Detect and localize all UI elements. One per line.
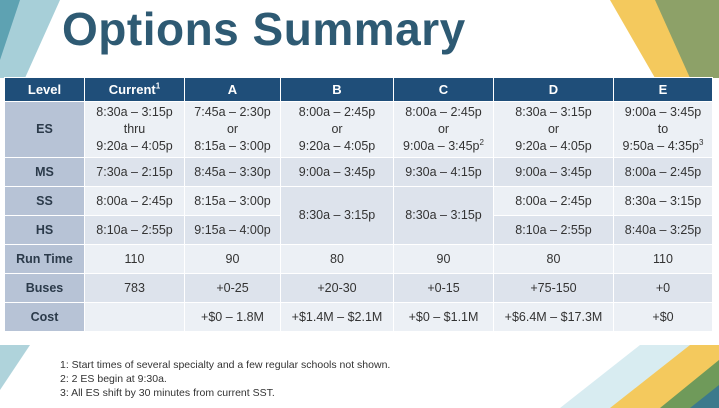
run-time-option-a: 90 [185, 245, 281, 274]
row-label-es: ES [5, 102, 85, 158]
footnote-2: 2: 2 ES begin at 9:30a. [60, 373, 167, 385]
footnote-3: 3: All ES shift by 30 minutes from current SST. [60, 387, 275, 399]
es-a-line2: or [226, 122, 239, 136]
header-level: Level [5, 78, 85, 102]
slide-title: Options Summary [62, 3, 466, 55]
ss-option-a: 8:15a – 3:00p [185, 187, 281, 216]
es-current-line1: 8:30a – 3:15p [96, 105, 173, 119]
deco-teal-shape-bottom-left [0, 345, 30, 390]
ss-option-e: 8:30a – 3:15p [614, 187, 713, 216]
hs-option-a: 9:15a – 4:00p [185, 216, 281, 245]
es-c-line2: or [437, 122, 450, 136]
row-label-cost: Cost [5, 303, 85, 332]
ss-current: 8:00a – 2:45p [85, 187, 185, 216]
es-e-line3-text: 9:50a – 4:35p [622, 139, 699, 153]
row-label-ss: SS [5, 187, 85, 216]
cost-option-e: +$0 [614, 303, 713, 332]
es-e-line1: 9:00a – 3:45p [624, 105, 702, 119]
header-current-label: Current [108, 82, 156, 97]
es-e-line3 [616, 138, 710, 155]
row-es [5, 102, 713, 158]
row-ms [5, 158, 713, 187]
header-option-b: B [281, 78, 394, 102]
es-d-line3: 9:20a – 4:05p [515, 139, 592, 153]
header-current-footnote-ref: 1 [155, 81, 161, 91]
es-current-line2: thru [123, 122, 146, 136]
ms-option-a: 8:45a – 3:30p [185, 158, 281, 187]
header-option-c: C [394, 78, 494, 102]
cost-option-d: +$6.4M – $17.3M [494, 303, 614, 332]
buses-option-a: +0-25 [185, 274, 281, 303]
es-d-line2: or [547, 122, 560, 136]
buses-option-c: +0-15 [394, 274, 494, 303]
ms-option-c: 9:30a – 4:15p [394, 158, 494, 187]
header-current [85, 78, 185, 102]
es-option-d [494, 102, 614, 158]
es-c-line3-text: 9:00a – 3:45p [403, 139, 480, 153]
es-c-footnote-ref: 2 [479, 137, 484, 147]
ms-option-d: 9:00a – 3:45p [494, 158, 614, 187]
hs-current: 8:10a – 2:55p [85, 216, 185, 245]
buses-option-e: +0 [614, 274, 713, 303]
footnotes [60, 358, 390, 400]
hs-option-e: 8:40a – 3:25p [614, 216, 713, 245]
footnote-1: 1: Start times of several specialty and a few regular schools not shown. [60, 359, 391, 371]
ms-current: 7:30a – 2:15p [85, 158, 185, 187]
es-b-line1: 8:00a – 2:45p [298, 105, 376, 119]
run-time-option-c: 90 [394, 245, 494, 274]
run-time-option-d: 80 [494, 245, 614, 274]
es-current-line3: 9:20a – 4:05p [96, 139, 173, 153]
es-option-e [614, 102, 713, 158]
row-run-time [5, 245, 713, 274]
es-option-c [394, 102, 494, 158]
es-b-line2: or [331, 122, 343, 136]
run-time-current: 110 [85, 245, 185, 274]
header-row [5, 78, 713, 102]
row-label-buses: Buses [5, 274, 85, 303]
buses-option-d: +75-150 [494, 274, 614, 303]
row-ss [5, 187, 713, 216]
ss-hs-option-c: 8:30a – 3:15p [394, 187, 494, 245]
es-option-b [281, 102, 394, 158]
es-e-line2: to [657, 122, 669, 136]
header-option-d: D [494, 78, 614, 102]
es-c-line1: 8:00a – 2:45p [405, 105, 482, 119]
ss-hs-option-b: 8:30a – 3:15p [281, 187, 394, 245]
es-c-line3 [396, 138, 491, 155]
header-option-a: A [185, 78, 281, 102]
row-label-hs: HS [5, 216, 85, 245]
header-option-e: E [614, 78, 713, 102]
run-time-option-b: 80 [281, 245, 394, 274]
row-buses [5, 274, 713, 303]
row-label-ms: MS [5, 158, 85, 187]
es-b-line3: 9:20a – 4:05p [298, 139, 376, 153]
ss-option-d: 8:00a – 2:45p [494, 187, 614, 216]
cost-option-c: +$0 – $1.1M [394, 303, 494, 332]
es-current [85, 102, 185, 158]
row-cost [5, 303, 713, 332]
cost-option-b: +$1.4M – $2.1M [281, 303, 394, 332]
es-a-line1: 7:45a – 2:30p [194, 105, 271, 119]
es-a-line3: 8:15a – 3:00p [194, 139, 271, 153]
row-label-run-time: Run Time [5, 245, 85, 274]
buses-option-b: +20-30 [281, 274, 394, 303]
es-e-footnote-ref: 3 [699, 137, 704, 147]
options-summary-table [4, 77, 713, 332]
cost-current [85, 303, 185, 332]
hs-option-d: 8:10a – 2:55p [494, 216, 614, 245]
buses-current: 783 [85, 274, 185, 303]
ms-option-b: 9:00a – 3:45p [281, 158, 394, 187]
ms-option-e: 8:00a – 2:45p [614, 158, 713, 187]
run-time-option-e: 110 [614, 245, 713, 274]
es-d-line1: 8:30a – 3:15p [515, 105, 592, 119]
es-option-a [185, 102, 281, 158]
cost-option-a: +$0 – 1.8M [185, 303, 281, 332]
